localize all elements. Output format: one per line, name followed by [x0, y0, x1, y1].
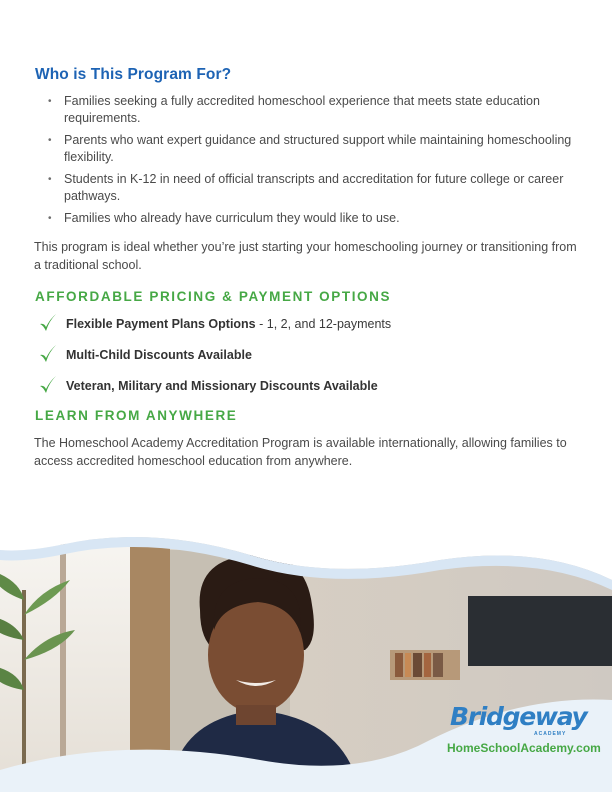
check-item: [38, 343, 578, 374]
bullet-icon: •: [48, 96, 52, 107]
check-item: [38, 312, 578, 343]
check-item-strong: Multi-Child Discounts Available: [66, 348, 252, 362]
list-item: • Parents who want expert guidance and structured support while maintaining homeschooling flexibility.: [48, 133, 572, 164]
check-item-strong: Flexible Payment Plans Options: [66, 317, 256, 331]
check-item: [38, 374, 578, 405]
anywhere-body: The Homeschool Academy Accreditation Program is available internationally, allowing families to access accredited homeschool education from anywhere.: [34, 436, 567, 468]
green-checkmark-icon: [38, 312, 58, 334]
program-bullet-list: [48, 93, 588, 232]
anywhere-heading: LEARN FROM ANYWHERE: [35, 408, 238, 423]
check-item-detail: - 1, 2, and 12-payments: [255, 317, 392, 331]
bridgeway-logo: [450, 702, 587, 738]
program-summary: This program is ideal whether you’re just starting your homeschooling journey or transitioning from a traditional school.: [34, 240, 577, 272]
website-link[interactable]: HomeSchoolAcademy.com: [447, 741, 601, 755]
program-heading: Who is This Program For?: [35, 66, 232, 83]
bullet-icon: •: [48, 135, 52, 146]
green-checkmark-icon: [38, 343, 58, 365]
pricing-heading: AFFORDABLE PRICING & PAYMENT OPTIONS: [35, 289, 392, 304]
pricing-check-list: [38, 312, 578, 405]
logo-wordmark: Bridgeway: [450, 702, 587, 731]
list-item: • Families seeking a fully accredited homeschool experience that meets state education requirements.: [48, 94, 540, 125]
list-item: • Families who already have curriculum they would like to use.: [48, 211, 400, 225]
list-item: • Students in K-12 in need of official transcripts and accreditation for future college or career pathways.: [48, 172, 564, 203]
check-item-strong: Veteran, Military and Missionary Discounts Available: [66, 379, 378, 393]
logo-subtitle: ACADEMY: [534, 731, 567, 737]
bullet-icon: •: [48, 174, 52, 185]
green-checkmark-icon: [38, 374, 58, 396]
bullet-icon: •: [48, 213, 52, 224]
